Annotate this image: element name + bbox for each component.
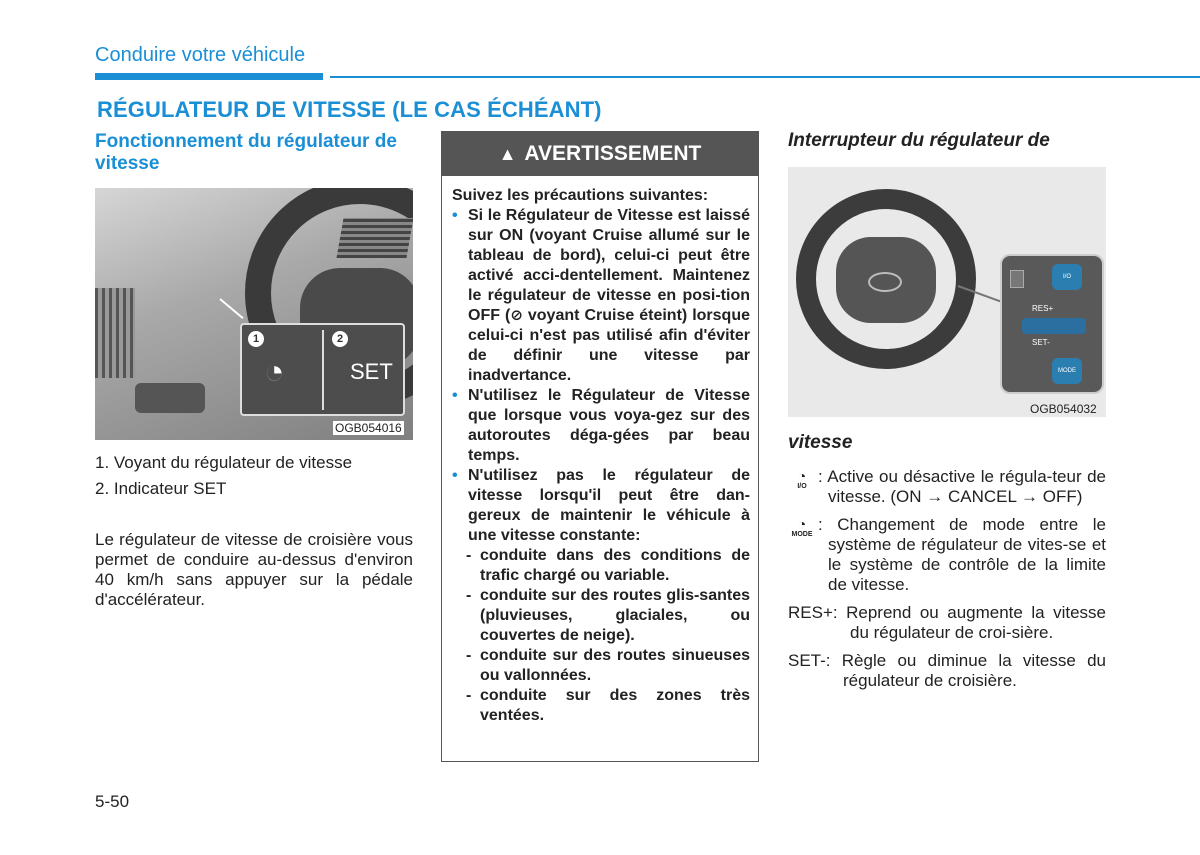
dashboard-photo bbox=[95, 188, 413, 440]
warning-bullet bbox=[452, 466, 750, 546]
warning-body bbox=[452, 186, 750, 726]
roller-switch bbox=[1022, 318, 1086, 334]
info-button-icon bbox=[1010, 270, 1024, 288]
def-res bbox=[788, 603, 1106, 643]
bullet-dot-icon: • bbox=[452, 387, 458, 404]
io-icon-label: I/O bbox=[797, 483, 807, 490]
steering-wheel-photo bbox=[788, 167, 1106, 417]
switch-definitions bbox=[788, 467, 1106, 699]
def-io-text: : Active ou désactive le régula-teur de vitesse. (ON → CANCEL → OFF) bbox=[818, 467, 1106, 506]
callout-number-1: 1 bbox=[248, 331, 264, 347]
legend-list bbox=[95, 450, 352, 502]
section-subtitle: Fonctionnement du régulateur de vitesse bbox=[95, 131, 397, 174]
dash-buttons bbox=[135, 383, 205, 413]
switch-zoom-inset bbox=[1000, 254, 1104, 394]
callout-line bbox=[219, 298, 243, 319]
warning-dash-item: - conduite sur des routes sinueuses ou vallonnées. bbox=[466, 647, 750, 684]
air-vent-left bbox=[95, 288, 135, 378]
switch-section-title: Interrupteur du régulateur de bbox=[788, 130, 1050, 151]
header-rule bbox=[330, 76, 1200, 78]
brand-logo-shape bbox=[868, 272, 902, 292]
warning-box bbox=[441, 131, 759, 762]
warning-intro: Suivez les précautions suivantes: bbox=[452, 187, 709, 204]
def-io bbox=[788, 467, 1106, 507]
warning-triangle-icon: ▲ bbox=[498, 144, 517, 164]
warning-bullet-text: voyant Cruise éteint) lorsque celui-ci n'est pas utilisé afin d'éviter de définir une vitesse par inadvertance. bbox=[468, 307, 751, 384]
dash-text: conduite sur des routes glis-santes (pluvieuses, glaciales, ou couvertes de neige). bbox=[480, 587, 750, 644]
page-title: RÉGULATEUR DE VITESSE (LE CAS ÉCHÉANT) bbox=[97, 97, 602, 122]
cluster-inset bbox=[240, 323, 405, 416]
mode-button-icon: MODE bbox=[1052, 358, 1082, 384]
bullet-dot-icon: • bbox=[452, 467, 458, 484]
cruise-io-icon: ◔ I/O bbox=[788, 469, 816, 491]
photo-code: OGB054032 bbox=[1030, 402, 1097, 416]
photo-code: OGB054016 bbox=[335, 421, 402, 435]
mode-icon: ◔ MODE bbox=[788, 517, 816, 539]
res-label: RES+ bbox=[1032, 304, 1054, 313]
dash-text: conduite dans des conditions de trafic chargé ou variable. bbox=[480, 547, 750, 584]
def-mode-text: : Changement de mode entre le système de régulateur de vites-se et le système de contrôle de la limite de vitesse. bbox=[818, 515, 1106, 594]
def-set bbox=[788, 651, 1106, 691]
page-number: 5-50 bbox=[95, 792, 130, 811]
warning-header bbox=[442, 132, 758, 176]
mode-icon-label: MODE bbox=[791, 531, 813, 538]
warning-bullet bbox=[452, 206, 750, 386]
warning-bullet-text: Si le Régulateur de Vitesse est laissé sur ON (voyant Cruise allumé sur le tableau de bord), celui-ci peut être activé acci-dentellement. Maintenez le régulateur de vitesse en posi-tion OFF ( bbox=[468, 207, 750, 324]
warning-dash-item: - conduite dans des conditions de trafic chargé ou variable. bbox=[466, 547, 750, 584]
header-bar bbox=[95, 73, 323, 80]
legend-item-1: 1. Voyant du régulateur de vitesse bbox=[95, 453, 353, 472]
warning-bullet-text: N'utilisez pas le régulateur de vitesse lorsqu'il peut être dan-gereux de maintenir le véhicule à une vitesse constante: bbox=[468, 467, 750, 544]
warning-bullet bbox=[452, 386, 750, 466]
bullet-dot-icon: • bbox=[452, 207, 458, 224]
set-indicator-label: SET bbox=[350, 359, 393, 384]
set-label: SET- bbox=[1032, 338, 1050, 347]
air-vent-right bbox=[336, 218, 413, 258]
def-mode bbox=[788, 515, 1106, 595]
dash-text: conduite sur des routes sinueuses ou vallonnées. bbox=[480, 647, 750, 684]
warning-bullet-text: N'utilisez le Régulateur de Vitesse que lorsque vous voya-gez sur des autoroutes déga-gées par beau temps. bbox=[468, 387, 750, 464]
inset-divider bbox=[322, 330, 324, 410]
cruise-off-icon: ⊘ bbox=[510, 307, 523, 324]
def-res-text: RES+: Reprend ou augmente la vitesse du régulateur de croi-sière. bbox=[788, 603, 1106, 642]
intro-paragraph: Le régulateur de vitesse de croisière vous permet de conduire au-dessus d'environ 40 km/h sans appuyer sur la pédale d'accélérateur. bbox=[95, 530, 413, 609]
warning-dash-item: - conduite sur des routes glis-santes (pluvieuses, glaciales, ou couvertes de neige). bbox=[466, 587, 750, 644]
header-section-title: Conduire votre véhicule bbox=[95, 44, 306, 66]
switch-section-title-cont: vitesse bbox=[788, 432, 853, 453]
cruise-indicator-icon: ◔ bbox=[264, 353, 285, 391]
cruise-io-button-icon: I/O bbox=[1052, 264, 1082, 290]
def-set-text: SET-: Règle ou diminue la vitesse du régulateur de croisière. bbox=[788, 651, 1106, 690]
dash-text: conduite sur des zones très ventées. bbox=[480, 687, 750, 724]
warning-dash-item: - conduite sur des zones très ventées. bbox=[466, 687, 750, 724]
callout-number-2: 2 bbox=[332, 331, 348, 347]
warning-heading: AVERTISSEMENT bbox=[524, 142, 702, 165]
legend-item-2: 2. Indicateur SET bbox=[95, 479, 227, 498]
